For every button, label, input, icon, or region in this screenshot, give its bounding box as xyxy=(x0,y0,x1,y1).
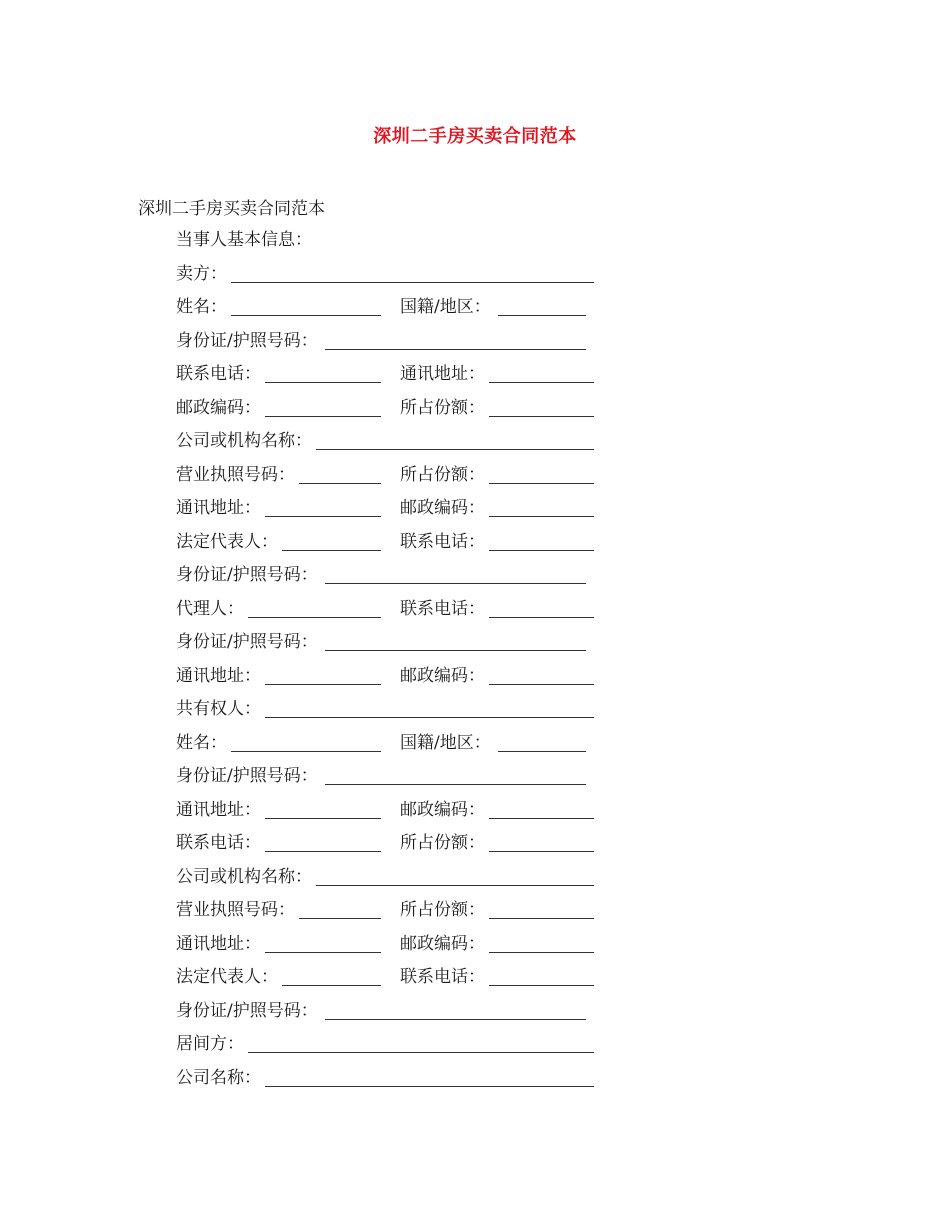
field-blank[interactable] xyxy=(231,751,381,752)
form-row xyxy=(176,261,616,295)
field-label: 所占份额： xyxy=(400,464,485,485)
field-blank[interactable] xyxy=(265,851,381,852)
field-label: 联系电话： xyxy=(400,967,485,987)
field-blank[interactable] xyxy=(265,717,594,718)
field-label: 营业执照号码： xyxy=(176,900,295,920)
field-blank[interactable] xyxy=(248,617,381,618)
field-label: 通讯地址： xyxy=(176,799,261,820)
field-blank[interactable] xyxy=(316,449,594,450)
field-label: 共有权人： xyxy=(176,699,261,719)
field-label: 姓名： xyxy=(176,732,227,753)
form-row xyxy=(176,596,616,630)
form-row xyxy=(176,361,616,395)
field-blank[interactable] xyxy=(325,1019,587,1020)
field-blank[interactable] xyxy=(282,985,381,986)
field-blank[interactable] xyxy=(489,382,594,383)
field-blank[interactable] xyxy=(489,952,594,953)
field-blank[interactable] xyxy=(265,818,381,819)
field-blank[interactable] xyxy=(299,483,381,484)
field-blank[interactable] xyxy=(231,315,381,316)
field-label: 联系电话： xyxy=(176,364,261,384)
field-blank[interactable] xyxy=(265,684,381,685)
field-blank[interactable] xyxy=(498,751,587,752)
field-label: 代理人： xyxy=(176,598,244,619)
field-label: 邮政编码： xyxy=(400,498,485,518)
field-blank[interactable] xyxy=(299,918,381,919)
field-label: 邮政编码： xyxy=(400,799,485,820)
form-row xyxy=(176,931,616,965)
document-title: 深圳二手房买卖合同范本 xyxy=(373,126,577,147)
form-row xyxy=(176,328,616,362)
field-label: 通讯地址： xyxy=(176,665,261,686)
field-blank[interactable] xyxy=(316,885,594,886)
form-row xyxy=(176,696,616,730)
field-label: 通讯地址： xyxy=(176,933,261,954)
field-label: 法定代表人： xyxy=(176,531,278,552)
document-subtitle: 深圳二手房买卖合同范本 xyxy=(138,199,325,219)
party-info-section xyxy=(176,227,616,1098)
field-label: 联系电话： xyxy=(176,833,261,853)
field-label: 通讯地址： xyxy=(176,498,261,518)
field-blank[interactable] xyxy=(325,349,587,350)
field-blank[interactable] xyxy=(498,315,587,316)
form-row xyxy=(176,562,616,596)
field-label: 联系电话： xyxy=(400,598,485,619)
form-row xyxy=(176,830,616,864)
form-row xyxy=(176,1065,616,1099)
field-label: 公司或机构名称： xyxy=(176,866,312,887)
form-row xyxy=(176,797,616,831)
field-label: 公司或机构名称： xyxy=(176,431,312,451)
field-blank[interactable] xyxy=(489,617,594,618)
field-label: 国籍/地区： xyxy=(400,732,491,753)
form-row xyxy=(176,529,616,563)
field-blank[interactable] xyxy=(489,516,594,517)
field-label: 身份证/护照号码： xyxy=(176,632,318,652)
field-blank[interactable] xyxy=(265,382,381,383)
field-label: 身份证/护照号码： xyxy=(176,565,318,585)
field-blank[interactable] xyxy=(282,550,381,551)
field-label: 通讯地址： xyxy=(400,364,485,384)
field-blank[interactable] xyxy=(325,784,587,785)
field-label: 姓名： xyxy=(176,297,227,317)
form-row xyxy=(176,495,616,529)
field-label: 邮政编码： xyxy=(176,397,261,418)
field-label: 营业执照号码： xyxy=(176,464,295,485)
field-label: 邮政编码： xyxy=(400,933,485,954)
field-label: 法定代表人： xyxy=(176,967,278,987)
field-blank[interactable] xyxy=(489,483,594,484)
form-row xyxy=(176,663,616,697)
form-row xyxy=(176,227,616,261)
field-blank[interactable] xyxy=(489,851,594,852)
form-row xyxy=(176,395,616,429)
field-blank[interactable] xyxy=(325,583,587,584)
form-row xyxy=(176,294,616,328)
form-row xyxy=(176,763,616,797)
field-label: 身份证/护照号码： xyxy=(176,330,318,351)
field-blank[interactable] xyxy=(489,818,594,819)
field-label: 身份证/护照号码： xyxy=(176,766,318,786)
field-label: 所占份额： xyxy=(400,833,485,853)
section-heading: 当事人基本信息： xyxy=(176,230,312,250)
form-row xyxy=(176,998,616,1032)
field-label: 邮政编码： xyxy=(400,665,485,686)
field-label: 所占份额： xyxy=(400,397,485,418)
field-blank[interactable] xyxy=(265,516,381,517)
field-label: 身份证/护照号码： xyxy=(176,1000,318,1021)
field-label: 居间方： xyxy=(176,1034,244,1054)
field-label: 国籍/地区： xyxy=(400,297,491,317)
field-blank[interactable] xyxy=(489,684,594,685)
form-row xyxy=(176,1031,616,1065)
field-blank[interactable] xyxy=(489,985,594,986)
field-blank[interactable] xyxy=(265,416,381,417)
form-row xyxy=(176,428,616,462)
field-label: 联系电话： xyxy=(400,531,485,552)
field-blank[interactable] xyxy=(248,1052,594,1053)
field-blank[interactable] xyxy=(265,952,381,953)
field-label: 所占份额： xyxy=(400,900,485,920)
form-row xyxy=(176,462,616,496)
form-row xyxy=(176,730,616,764)
form-row xyxy=(176,897,616,931)
field-label: 卖方： xyxy=(176,263,227,284)
field-blank[interactable] xyxy=(489,918,594,919)
form-row xyxy=(176,964,616,998)
form-row xyxy=(176,629,616,663)
field-blank[interactable] xyxy=(489,416,594,417)
field-label: 公司名称： xyxy=(176,1067,261,1088)
form-row xyxy=(176,864,616,898)
field-blank[interactable] xyxy=(265,1086,594,1087)
field-blank[interactable] xyxy=(489,550,594,551)
field-blank[interactable] xyxy=(325,650,587,651)
field-blank[interactable] xyxy=(231,282,594,283)
